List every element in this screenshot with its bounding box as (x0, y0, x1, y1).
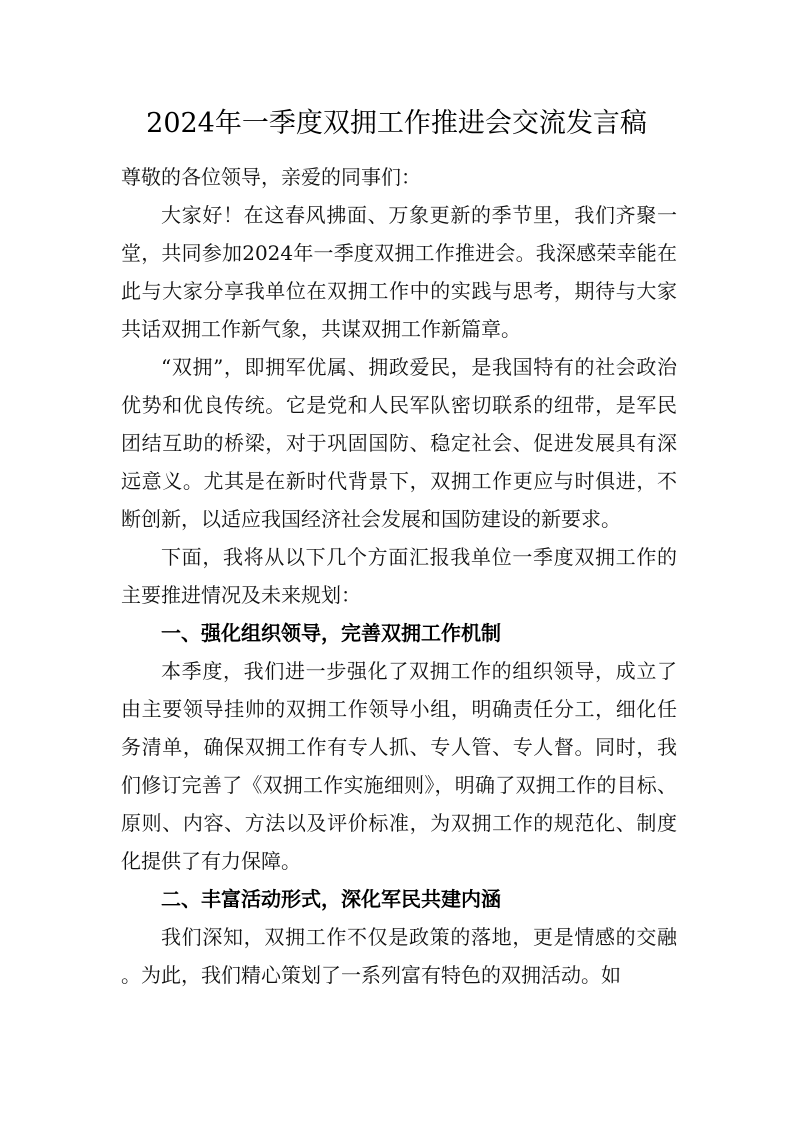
paragraph-background: “双拥”，即拥军优属、拥政爱民，是我国特有的社会政治优势和优良传统。它是党和人民军队密切联系的纽带，是军民团结互助的桥梁，对于巩固国防、稳定社会、促进发展具有深远意义。尤其是在新时代背景下，双拥工作更应与时俱进，不断创新，以适应我国经济社会发展和国防建设的新要求。 (121, 355, 677, 531)
paragraph-opening: 大家好！在这春风拂面、万象更新的季节里，我们齐聚一堂，共同参加2024年一季度双拥工作推进会。我深感荣幸能在此与大家分享我单位在双拥工作中的实践与思考，期待与大家共话双拥工作新气象，共谋双拥工作新篇章。 (121, 203, 677, 341)
document-body (121, 158, 677, 994)
salutation: 尊敬的各位领导，亲爱的同事们： (121, 165, 421, 189)
document-title: 2024年一季度双拥工作推进会交流发言稿 (146, 108, 647, 139)
section-text-1: 本季度，我们进一步强化了双拥工作的组织领导，成立了由主要领导挂帅的双拥工作领导小组，明确责任分工，细化任务清单，确保双拥工作有专人抓、专人管、专人督。同时，我们修订完善了《双拥工作实施细则》，明确了双拥工作的目标、原则、内容、方法以及评价标准，为双拥工作的规范化、制度化提供了有力保障。 (121, 659, 677, 873)
section-heading-2: 二、丰富活动形式，深化军民共建内涵 (161, 887, 501, 911)
paragraph-transition: 下面，我将从以下几个方面汇报我单位一季度双拥工作的主要推进情况及未来规划： (121, 545, 677, 607)
section-heading-1: 一、强化组织领导，完善双拥工作机制 (161, 621, 501, 645)
section-text-2: 我们深知，双拥工作不仅是政策的落地，更是情感的交融。为此，我们精心策划了一系列富有特色的双拥活动。如 (121, 925, 677, 987)
